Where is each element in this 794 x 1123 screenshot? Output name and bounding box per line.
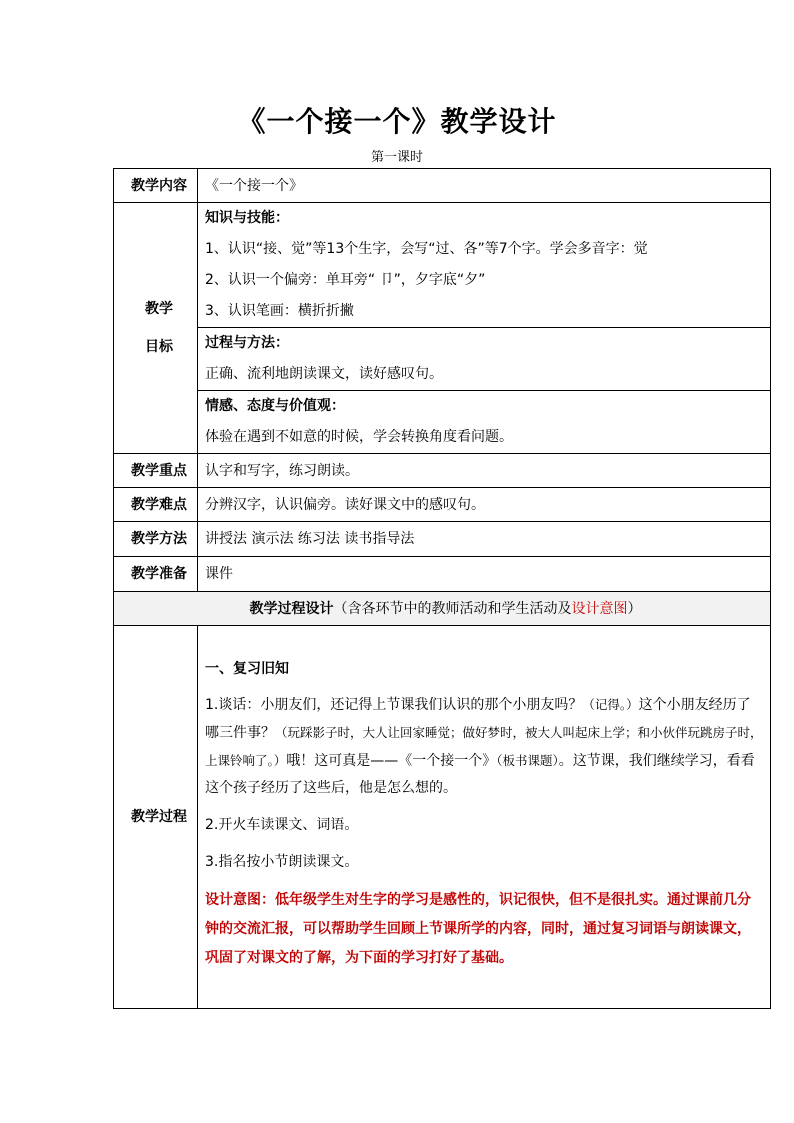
step-text: 。这节课，我们继续学习，看看这个孩子经历了这些后，他是怎么想的。 (205, 753, 755, 796)
goals-label (114, 203, 198, 454)
content-label: 教学内容 (114, 169, 198, 203)
document-subtitle: 第一课时 (370, 150, 423, 165)
design-header-red: 设计意图 (571, 600, 628, 617)
procedure-step-3: 3.指名按小节朗读课文。 (205, 854, 359, 870)
table-row (114, 592, 771, 626)
process-title: 过程与方法： (205, 335, 289, 351)
lesson-plan-table (113, 168, 771, 1009)
design-header-text: （含各环节中的教师活动和学生活动及 (333, 600, 572, 617)
design-intent: 设计意图：低年级学生对生字的学习是感性的，识记很快，但不是很扎实。通过课前几分钟的交流汇报，可以帮助学生回顾上节课所学的内容，同时，通过复习词语与朗读课文，巩固了对课文的了解，为下面的学习打好了基础。 (205, 892, 751, 966)
procedure-step-1 (205, 691, 764, 802)
table-row (114, 328, 771, 391)
key-value: 认字和写字，练习朗读。 (198, 454, 771, 488)
knowledge-item: 3、认识笔画：横折折撇 (205, 303, 354, 319)
content-value: 《一个接一个》 (198, 169, 771, 203)
table-row (114, 626, 771, 1009)
procedure-step-2: 2.开火车读课文、词语。 (205, 817, 359, 833)
board-note: （板书课题） (496, 753, 559, 768)
difficult-value: 分辨汉字，认识偏旁。读好课文中的感叹句。 (198, 488, 771, 522)
key-label: 教学重点 (114, 454, 198, 488)
procedure-cell (198, 626, 771, 1009)
step-text: 这个小朋友经历了哪三件事？ (205, 697, 751, 741)
procedure-label: 教学过程 (114, 626, 198, 1009)
table-row (114, 391, 771, 454)
knowledge-item: 2、认识一个偏旁：单耳旁“ 卩”，夕字底“夕” (205, 272, 486, 288)
knowledge-title: 知识与技能： (205, 210, 289, 226)
document-title: 《一个接一个》教学设计 (237, 105, 557, 138)
emotion-title: 情感、态度与价值观： (205, 398, 345, 414)
table-row (114, 169, 771, 203)
table-row (114, 454, 771, 488)
design-header (114, 592, 771, 626)
process-method-cell (198, 328, 771, 391)
method-value: 讲授法 演示法 练习法 读书指导法 (198, 522, 771, 557)
process-item: 正确、流利地朗读课文，读好感叹句。 (205, 366, 443, 382)
difficult-label: 教学难点 (114, 488, 198, 522)
table-row (114, 557, 771, 592)
knowledge-cell (198, 203, 771, 328)
emotion-item: 体验在遇到不如意的时候，学会转换角度看问题。 (205, 429, 513, 445)
prep-value: 课件 (198, 557, 771, 592)
goals-label-line-2: 目标 (145, 339, 173, 355)
section-heading: 一、复习旧知 (205, 661, 289, 677)
emotion-cell (198, 391, 771, 454)
student-response: （玩踩影子时，大人让回家睡觉；做好梦时，被大人叫起床上学；和小伙伴玩跳房子时，上课铃响了。） (205, 725, 763, 768)
knowledge-item: 1、认识“接、觉”等13个生字，会写“过、各”等7个字。学会多音字：觉 (205, 241, 648, 257)
method-label: 教学方法 (114, 522, 198, 557)
student-response: （记得。） (582, 697, 639, 712)
prep-label: 教学准备 (114, 557, 198, 592)
step-text: 哦！这可真是——《一个接一个》 (286, 753, 497, 769)
table-row (114, 203, 771, 328)
table-row (114, 488, 771, 522)
table-row (114, 522, 771, 557)
step-text: 1.谈话：小朋友们，还记得上节课我们认识的那个小朋友吗？ (205, 697, 583, 713)
goals-label-line-1: 教学 (145, 301, 173, 317)
design-header-end: ） (627, 600, 642, 617)
design-header-bold: 教学过程设计 (249, 600, 334, 617)
